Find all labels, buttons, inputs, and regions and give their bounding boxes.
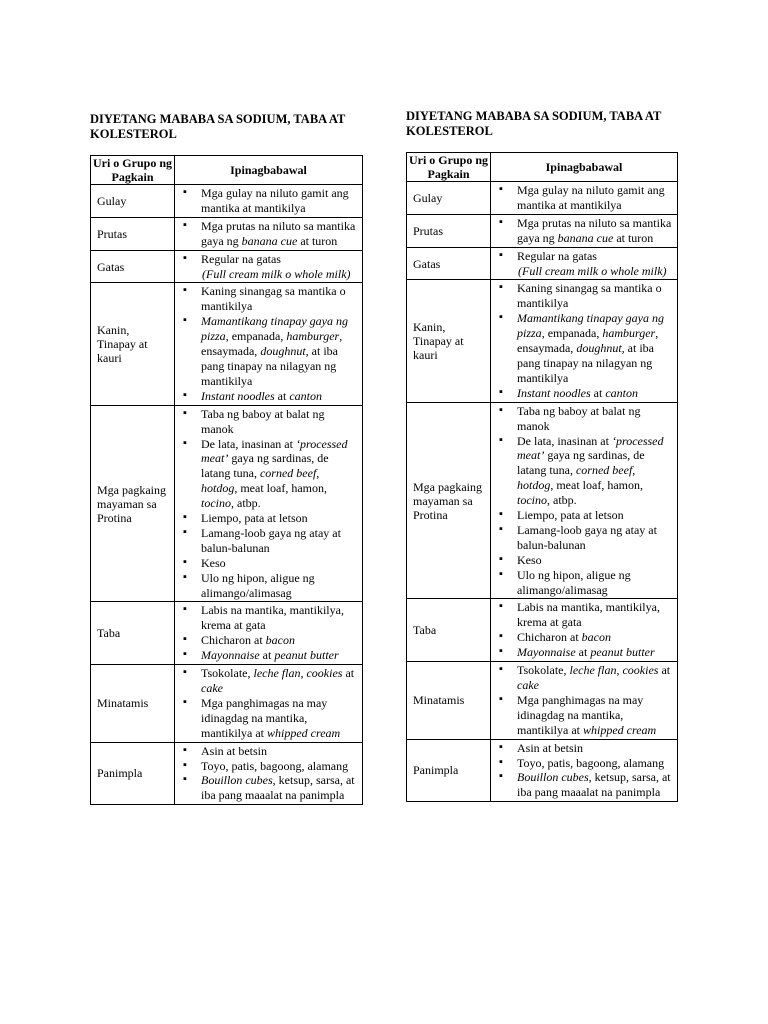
prohibited-items-cell <box>175 405 363 602</box>
text-segment: , atbp. <box>547 493 577 508</box>
diet-document-left <box>90 112 363 805</box>
list-item <box>175 219 358 249</box>
text-segment: Toyo, patis, bagoong, alamang <box>201 758 349 773</box>
text-segment: bacon <box>581 630 611 645</box>
text-segment: Tsokolate, <box>517 663 570 678</box>
food-group-cell: Mga pagkaing mayaman sa Protina <box>407 402 491 599</box>
text-segment: Instant noodles <box>201 388 275 403</box>
food-group-cell: Panimpla <box>407 739 491 802</box>
list-item <box>491 630 673 645</box>
prohibited-items-cell <box>491 402 678 599</box>
text-segment: Instant noodles <box>517 385 591 400</box>
text-segment: at <box>259 648 275 663</box>
food-group-cell: Minatamis <box>91 665 175 743</box>
text-segment: Ulo ng hipon, aligue ng alimango/alimasag <box>517 567 631 597</box>
text-segment: tocino <box>201 496 231 511</box>
list-item <box>491 693 673 738</box>
list-item <box>175 633 358 648</box>
list-item <box>491 568 673 598</box>
table-row <box>91 602 363 665</box>
list-item <box>175 511 358 526</box>
list-item <box>491 264 673 279</box>
food-group-cell: Panimpla <box>91 742 175 805</box>
prohibited-items-cell <box>491 247 678 280</box>
table-header-row <box>407 153 678 182</box>
table-header-row <box>91 156 363 185</box>
text-segment: Asin at betsin <box>517 740 583 755</box>
text-segment: Lamang-loob gaya ng atay at balun-balunan <box>517 522 657 552</box>
text-segment: at iba pang tinapay na nilagyan ng mantikilya <box>517 341 654 385</box>
text-segment: corned beef, hotdog <box>201 466 320 496</box>
text-segment: Labis na mantika, mantikilya, krema at gata <box>201 603 344 633</box>
table-row <box>407 662 678 740</box>
prohibited-items-cell <box>175 742 363 805</box>
prohibited-items-cell <box>175 283 363 405</box>
list-item <box>175 556 358 571</box>
table-row <box>407 739 678 802</box>
list-item <box>491 311 673 386</box>
text-segment: whipped cream <box>266 725 341 740</box>
text-segment: Liempo, pata at letson <box>517 508 624 523</box>
prohibited-items-cell <box>175 217 363 250</box>
prohibited-list <box>175 407 358 601</box>
text-segment: Liempo, pata at letson <box>201 511 308 526</box>
table-row <box>91 665 363 743</box>
text-segment: De lata, inasinan at <box>201 436 296 451</box>
text-segment: canton <box>605 385 639 400</box>
header-food-group: Uri o Grupo ng Pagkain <box>91 156 175 185</box>
text-segment: Mayonnaise <box>517 645 576 660</box>
table-row <box>407 280 678 402</box>
text-segment: banana cue <box>557 230 614 245</box>
food-group-cell: Gatas <box>407 247 491 280</box>
prohibited-items-cell <box>491 214 678 247</box>
prohibited-list <box>175 219 358 249</box>
table-row <box>91 250 363 283</box>
text-segment: Mamantikang tinapay gaya ng pizza <box>201 314 348 344</box>
text-segment: leche flan, cookies <box>253 666 343 681</box>
text-segment: Chicharon at <box>201 633 266 648</box>
prohibited-items-cell <box>175 602 363 665</box>
text-segment: Regular na gatas <box>517 248 597 263</box>
prohibited-list <box>175 744 358 804</box>
header-food-group: Uri o Grupo ng Pagkain <box>407 153 491 182</box>
list-item <box>175 603 358 633</box>
food-group-cell: Gatas <box>91 250 175 283</box>
food-group-cell: Prutas <box>91 217 175 250</box>
text-segment: at <box>590 385 606 400</box>
prohibited-items-cell <box>491 280 678 402</box>
prohibited-list <box>491 741 673 801</box>
text-segment: leche flan, cookies <box>569 663 659 678</box>
list-item <box>175 648 358 663</box>
list-item <box>491 523 673 553</box>
table-row <box>407 247 678 280</box>
text-segment: peanut butter <box>590 645 655 660</box>
food-restriction-table <box>90 155 363 805</box>
text-segment: De lata, inasinan at <box>517 433 612 448</box>
food-group-cell: Kanin, Tinapay at kauri <box>407 280 491 402</box>
text-segment: whipped cream <box>582 722 657 737</box>
text-segment: Labis na mantika, mantikilya, krema at gata <box>517 600 660 630</box>
table-body <box>407 182 678 802</box>
text-segment: banana cue <box>241 233 298 248</box>
text-segment: Tsokolate, <box>201 666 254 681</box>
list-item <box>175 252 358 267</box>
food-group-cell: Taba <box>91 602 175 665</box>
text-segment: , ketsup, sarsa, at iba pang maaalat na panimpla <box>517 770 671 800</box>
list-item <box>491 553 673 568</box>
text-segment: doughnut, <box>576 341 625 356</box>
text-segment: Taba ng baboy at balat ng manok <box>201 406 325 436</box>
prohibited-list <box>175 186 358 216</box>
text-segment: doughnut, <box>260 344 309 359</box>
list-item <box>175 407 358 437</box>
prohibited-list <box>491 600 673 660</box>
list-item <box>491 600 673 630</box>
text-segment: Mayonnaise <box>201 648 260 663</box>
text-segment: Mga panghimagas na may idinagdag na mantika, mantikilya at <box>201 695 328 740</box>
list-item <box>175 526 358 556</box>
text-segment: Ulo ng hipon, aligue ng alimango/alimasag <box>201 570 315 600</box>
table-row <box>407 599 678 662</box>
text-segment: Taba ng baboy at balat ng manok <box>517 403 641 433</box>
list-item <box>175 186 358 216</box>
list-item <box>175 696 358 741</box>
prohibited-list <box>491 249 673 279</box>
text-segment: gaya ng sardinas, de latang tuna, <box>201 451 329 481</box>
text-segment: bacon <box>265 633 295 648</box>
list-item <box>175 666 358 696</box>
text-segment: (Full cream milk o whole milk) <box>518 263 667 278</box>
food-group-cell: Prutas <box>407 214 491 247</box>
text-segment: Mga gulay na niluto gamit ang mantika at mantikilya <box>201 186 349 215</box>
text-segment: Keso <box>517 552 542 567</box>
prohibited-items-cell <box>491 739 678 802</box>
text-segment: , ensaymada, <box>201 329 343 359</box>
list-item <box>491 756 673 771</box>
text-segment: , ensaymada, <box>517 326 659 356</box>
prohibited-list <box>175 666 358 741</box>
prohibited-list <box>491 404 673 598</box>
text-segment: canton <box>289 388 323 403</box>
list-item <box>175 759 358 774</box>
prohibited-items-cell <box>491 182 678 215</box>
text-segment: hamburger <box>602 326 656 341</box>
text-segment: , ketsup, sarsa, at iba pang maaalat na panimpla <box>201 773 355 803</box>
list-item <box>175 389 358 404</box>
list-item <box>491 508 673 523</box>
prohibited-items-cell <box>175 665 363 743</box>
table-row <box>91 742 363 805</box>
prohibited-list <box>491 216 673 246</box>
text-segment: Bouillon cubes <box>517 770 589 785</box>
text-segment: Chicharon at <box>517 630 582 645</box>
prohibited-list <box>175 252 358 282</box>
prohibited-list <box>175 603 358 663</box>
text-segment: ‘processed meat’ <box>201 436 348 466</box>
text-segment: ‘processed meat’ <box>517 433 664 463</box>
text-segment: (Full cream milk o whole milk) <box>202 266 351 281</box>
text-segment: , atbp. <box>231 496 261 511</box>
list-item <box>491 645 673 660</box>
prohibited-items-cell <box>491 599 678 662</box>
text-segment: Mga panghimagas na may idinagdag na mantika, mantikilya at <box>517 692 644 737</box>
prohibited-items-cell <box>175 250 363 283</box>
list-item <box>491 386 673 401</box>
table-row <box>407 182 678 215</box>
list-item <box>175 571 358 601</box>
table-row <box>407 402 678 599</box>
text-segment: Regular na gatas <box>201 251 281 266</box>
text-segment: at iba pang tinapay na nilagyan ng mantikilya <box>201 344 338 388</box>
text-segment: , empanada, <box>225 329 287 344</box>
text-segment: Bouillon cubes <box>201 773 273 788</box>
text-segment: at turon <box>297 233 338 248</box>
text-segment: at <box>342 666 355 681</box>
text-segment: hamburger <box>286 329 340 344</box>
list-item <box>175 284 358 314</box>
text-segment: Mga prutas na niluto sa mantika gaya ng <box>517 215 672 245</box>
list-item <box>491 249 673 264</box>
text-segment: at <box>575 645 591 660</box>
table-row <box>91 283 363 405</box>
text-segment: Mga prutas na niluto sa mantika gaya ng <box>201 218 356 248</box>
text-segment: , meat loaf, hamon, <box>550 478 643 493</box>
table-row <box>91 405 363 602</box>
text-segment: tocino <box>517 493 547 508</box>
list-item <box>491 741 673 756</box>
list-item <box>491 404 673 434</box>
prohibited-list <box>491 281 673 400</box>
list-item <box>491 663 673 693</box>
text-segment: Asin at betsin <box>201 743 267 758</box>
food-group-cell: Mga pagkaing mayaman sa Protina <box>91 405 175 602</box>
text-segment: gaya ng sardinas, de latang tuna, <box>517 448 645 478</box>
food-group-cell: Gulay <box>407 182 491 215</box>
list-item <box>491 216 673 246</box>
prohibited-list <box>491 183 673 213</box>
food-group-cell: Minatamis <box>407 662 491 740</box>
list-item <box>491 183 673 213</box>
list-item <box>175 437 358 512</box>
list-item <box>175 314 358 389</box>
text-segment: at turon <box>613 230 654 245</box>
document-title: DIYETANG MABABA SA SODIUM, TABA AT KOLESTEROL <box>406 109 662 138</box>
text-segment: Kaning sinangag sa mantika o mantikilya <box>201 284 346 314</box>
table-row <box>407 214 678 247</box>
list-item <box>175 267 358 282</box>
header-prohibited: Ipinagbabawal <box>175 156 363 185</box>
text-segment: corned beef, hotdog <box>517 463 636 493</box>
table-body <box>91 185 363 805</box>
list-item <box>491 770 673 800</box>
table-row <box>91 217 363 250</box>
text-segment: cake <box>201 681 223 695</box>
text-segment: Lamang-loob gaya ng atay at balun-balunan <box>201 525 341 555</box>
text-segment: cake <box>517 678 539 692</box>
food-restriction-table <box>406 152 678 802</box>
table-row <box>91 185 363 218</box>
text-segment: Mga gulay na niluto gamit ang mantika at mantikilya <box>517 183 665 212</box>
list-item <box>175 744 358 759</box>
list-item <box>491 434 673 509</box>
text-segment: at <box>274 388 290 403</box>
prohibited-list <box>175 284 358 403</box>
text-segment: Keso <box>201 555 226 570</box>
text-segment: Mamantikang tinapay gaya ng pizza <box>517 311 664 341</box>
text-segment: peanut butter <box>274 648 339 663</box>
text-segment: Toyo, patis, bagoong, alamang <box>517 755 665 770</box>
list-item <box>491 281 673 311</box>
list-item <box>175 773 358 803</box>
food-group-cell: Taba <box>407 599 491 662</box>
text-segment: Kaning sinangag sa mantika o mantikilya <box>517 281 662 311</box>
text-segment: , meat loaf, hamon, <box>234 481 327 496</box>
prohibited-items-cell <box>491 662 678 740</box>
diet-document-right <box>406 109 678 802</box>
text-segment: at <box>658 663 671 678</box>
food-group-cell: Kanin, Tinapay at kauri <box>91 283 175 405</box>
food-group-cell: Gulay <box>91 185 175 218</box>
prohibited-items-cell <box>175 185 363 218</box>
header-prohibited: Ipinagbabawal <box>491 153 678 182</box>
document-title: DIYETANG MABABA SA SODIUM, TABA AT KOLESTEROL <box>90 112 346 141</box>
prohibited-list <box>491 663 673 738</box>
text-segment: , empanada, <box>541 326 603 341</box>
